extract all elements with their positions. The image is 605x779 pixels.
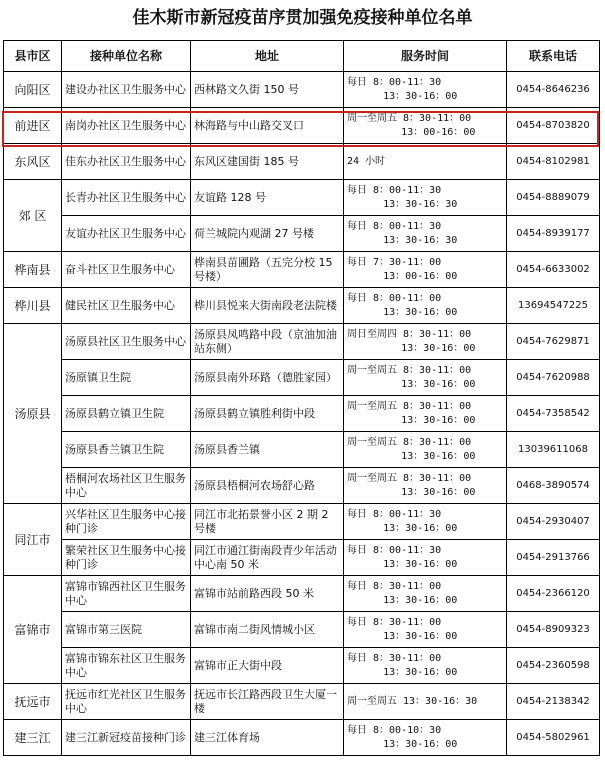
phone-cell: 0454-6633002 [507,252,600,288]
time-cell: 每日 7：30-11：00 13：00-16：00 [344,252,507,288]
unit-cell: 富锦市第三医院 [62,612,191,648]
header-phone: 联系电话 [507,41,600,72]
unit-cell: 梧桐河农场社区卫生服务中心 [62,468,191,504]
time-cell: 每日 8：30-11：00 13：30-16：00 [344,576,507,612]
phone-cell: 0454-8939177 [507,216,600,252]
address-cell: 桦南县苗圃路（五完分校 15 号楼） [191,252,344,288]
phone-cell: 0454-2138342 [507,684,600,720]
unit-cell: 佳东办社区卫生服务中心 [62,144,191,180]
unit-cell: 友谊办社区卫生服务中心 [62,216,191,252]
address-cell: 建三江体育场 [191,720,344,756]
unit-cell: 建设办社区卫生服务中心 [62,72,191,108]
address-cell: 荷兰城院内观湖 27 号楼 [191,216,344,252]
vaccination-sites-table [3,40,600,756]
unit-cell: 汤原县鹤立镇卫生院 [62,396,191,432]
district-cell: 前进区 [4,108,62,144]
table-row [4,180,600,216]
table-row [4,72,600,108]
district-cell: 向阳区 [4,72,62,108]
unit-cell: 富锦市锦西社区卫生服务中心 [62,576,191,612]
address-cell: 西林路文久街 150 号 [191,72,344,108]
table-row [4,540,600,576]
phone-cell: 0454-2913766 [507,540,600,576]
district-cell: 郊 区 [4,180,62,252]
address-cell: 同江市北拓景誉小区 2 期 2 号楼 [191,504,344,540]
table-row [4,396,600,432]
table-row [4,432,600,468]
district-cell: 富锦市 [4,576,62,684]
time-cell: 周一至周五 8：30-11：00 13：30-16：00 [344,360,507,396]
address-cell: 汤原县南外环路（德胜家园） [191,360,344,396]
time-cell: 周一至周五 8：30-11：00 13：30-16：00 [344,432,507,468]
unit-cell: 南岗办社区卫生服务中心 [62,108,191,144]
table-row-highlighted [4,108,600,144]
unit-cell: 长青办社区卫生服务中心 [62,180,191,216]
table-row [4,468,600,504]
district-cell: 建三江 [4,720,62,756]
table-row [4,504,600,540]
header-unit: 接种单位名称 [62,41,191,72]
unit-cell: 奋斗社区卫生服务中心 [62,252,191,288]
address-cell: 汤原县凤鸣路中段（京油加油站东侧） [191,324,344,360]
phone-cell: 0454-8102981 [507,144,600,180]
district-cell: 东风区 [4,144,62,180]
table-row [4,576,600,612]
time-cell: 每日 8：00-11：30 13：30-16：30 [344,180,507,216]
time-cell: 周一至周五 8：30-11：00 13：00-16：00 [344,108,507,144]
address-cell: 富锦市站前路西段 50 米 [191,576,344,612]
district-cell: 汤原县 [4,324,62,504]
table-row [4,648,600,684]
district-cell: 桦川县 [4,288,62,324]
header-address: 地址 [191,41,344,72]
address-cell: 富锦市正大街中段 [191,648,344,684]
address-cell: 汤原县鹤立镇胜利街中段 [191,396,344,432]
table-row [4,720,600,756]
phone-cell: 0468-3890574 [507,468,600,504]
unit-cell: 富锦市锦东社区卫生服务中心 [62,648,191,684]
table-row [4,288,600,324]
phone-cell: 0454-2366120 [507,576,600,612]
phone-cell: 0454-7629871 [507,324,600,360]
header-service-time: 服务时间 [344,41,507,72]
unit-cell: 健民社区卫生服务中心 [62,288,191,324]
unit-cell: 建三江新冠疫苗接种门诊 [62,720,191,756]
phone-cell: 0454-8646236 [507,72,600,108]
address-cell: 桦川县悦来大街南段老法院楼 [191,288,344,324]
unit-cell: 抚远市红光社区卫生服务中心 [62,684,191,720]
phone-cell: 0454-7620988 [507,360,600,396]
phone-cell: 0454-2360598 [507,648,600,684]
address-cell: 汤原县香兰镇 [191,432,344,468]
time-cell: 每日 8：00-10：30 13：30-16：00 [344,720,507,756]
unit-cell: 繁荣社区卫生服务中心接种门诊 [62,540,191,576]
time-cell: 24 小时 [344,144,507,180]
time-cell: 每日 8：00-11：30 13：30-16：00 [344,72,507,108]
phone-cell: 13694547225 [507,288,600,324]
district-cell: 同江市 [4,504,62,576]
time-cell: 每日 8：00-11：30 13：30-16：30 [344,216,507,252]
phone-cell: 0454-7358542 [507,396,600,432]
unit-cell: 汤原镇卫生院 [62,360,191,396]
unit-cell: 汤原县社区卫生服务中心 [62,324,191,360]
phone-cell: 0454-2930407 [507,504,600,540]
table-header-row [4,41,600,72]
phone-cell: 0454-5802961 [507,720,600,756]
table-row [4,216,600,252]
phone-cell: 0454-8889079 [507,180,600,216]
table-row [4,360,600,396]
address-cell: 林海路与中山路交叉口 [191,108,344,144]
district-cell: 桦南县 [4,252,62,288]
unit-cell: 汤原县香兰镇卫生院 [62,432,191,468]
page-title: 佳木斯市新冠疫苗序贯加强免疫接种单位名单 [132,8,473,28]
address-cell: 友谊路 128 号 [191,180,344,216]
time-cell: 每日 8：30-11：00 13：30-16：00 [344,648,507,684]
time-cell: 周一至周五 13：30-16：30 [344,684,507,720]
time-cell: 每日 8：00-11：30 13：30-16：00 [344,504,507,540]
address-cell: 同江市通江街南段青少年活动中心南 50 米 [191,540,344,576]
table-row [4,684,600,720]
time-cell: 每日 8：00-11：00 13：30-16：00 [344,288,507,324]
table-row [4,144,600,180]
time-cell: 每日 8：30-11：00 13：30-16：00 [344,612,507,648]
time-cell: 周日至周四 8：30-11：00 13：30-16：00 [344,324,507,360]
address-cell: 富锦市南二街风情城小区 [191,612,344,648]
header-district: 县市区 [4,41,62,72]
time-cell: 周一至周五 8：30-11：00 13：30-16：00 [344,468,507,504]
table-row [4,612,600,648]
phone-cell: 0454-8909323 [507,612,600,648]
phone-cell: 13039611068 [507,432,600,468]
table-row [4,252,600,288]
phone-cell: 0454-8703820 [507,108,600,144]
table-row [4,324,600,360]
district-cell: 抚远市 [4,684,62,720]
address-cell: 汤原县梧桐河农场舒心路 [191,468,344,504]
address-cell: 抚远市长江路西段卫生大厦一楼 [191,684,344,720]
time-cell: 周一至周五 8：30-11：00 13：30-16：00 [344,396,507,432]
address-cell: 东风区建国街 185 号 [191,144,344,180]
time-cell: 每日 8：00-11：30 13：30-16：00 [344,540,507,576]
unit-cell: 兴华社区卫生服务中心接种门诊 [62,504,191,540]
